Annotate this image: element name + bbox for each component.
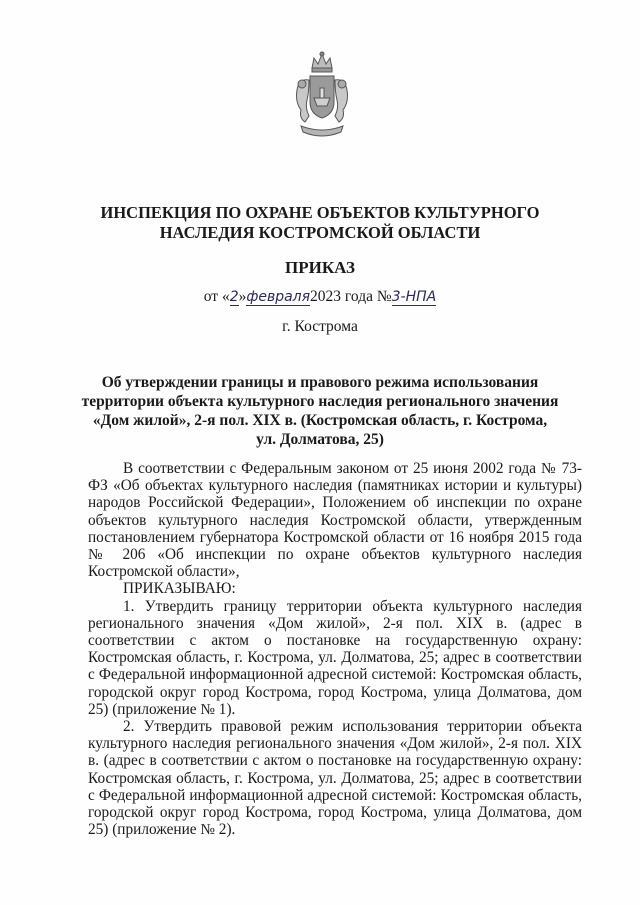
document-number-handwritten: 3-НПА [391, 289, 437, 305]
preamble-paragraph: В соответствии с Федеральным законом от 25 июня 2002 года № 73-ФЗ «Об объектах культурного наследия (памятниках истории и культуры) народов Российской Федерации», Положением об инспекции по охране объектов культурного наследия Костромской области, утвержденным постановлением губернатора Костромской области от 16 ноября 2015 года № 206 «Об инспекции по охране объектов культурного наследия Костромской области», [88, 460, 582, 581]
date-year: 2023 года № [310, 288, 392, 305]
subject-line-2: территории объекта культурного наследия регионального значения [81, 393, 559, 410]
organization-line-2: НАСЛЕДИЯ КОСТРОМСКОЙ ОБЛАСТИ [159, 223, 481, 242]
date-mid: » [238, 288, 247, 305]
order-subject [0, 373, 640, 449]
subject-line-3: «Дом жилой», 2-я пол. XIX в. (Костромская область, г. Кострома, [92, 412, 548, 429]
date-line [0, 288, 640, 306]
date-prefix: от « [203, 288, 230, 305]
item-1-paragraph: 1. Утвердить границу территории объекта культурного наследия регионального значения «Дом жилой», 2-я пол. XIX в. (адрес в соответствии с актом о постановке на государственную охрану: Костромская область, г. Кострома, ул. Долматова, 25; адрес в соответствии с Федеральной информационной адресной системой: Костромская область, городской округ город Кострома, город Кострома, улица Долматова, дом 25) (приложение № 1). [88, 597, 582, 718]
order-word: ПРИКАЗЫВАЮ: [123, 580, 236, 598]
date-day-handwritten: 2 [229, 289, 239, 305]
subject-line-1: Об утверждении границы и правового режима использования [101, 374, 539, 391]
order-body [88, 460, 582, 838]
subject-line-4: ул. Долматова, 25) [256, 431, 384, 448]
item-2-paragraph: 2. Утвердить правовой режим использования территории объекта культурного наследия регионального значения «Дом жилой», 2-я пол. XIX в. (адрес в соответствии с актом о постановке на государственную охрану: Костромская область, г. Кострома, ул. Долматова, 25; адрес в соответствии с Федеральной информационной адресной системой: Костромская область, городской округ город Кострома, город Кострома, улица Долматова, дом 25) (приложение № 2). [88, 718, 582, 839]
organization-line-1: ИНСПЕКЦИЯ ПО ОХРАНЕ ОБЪЕКТОВ КУЛЬТУРНОГО [100, 203, 540, 222]
date-month-handwritten: февраля [246, 289, 311, 305]
organization-name [0, 203, 640, 243]
kostroma-coat-of-arms-icon [287, 50, 357, 142]
document-type: ПРИКАЗ [285, 258, 355, 277]
city: г. Кострома [282, 318, 358, 335]
